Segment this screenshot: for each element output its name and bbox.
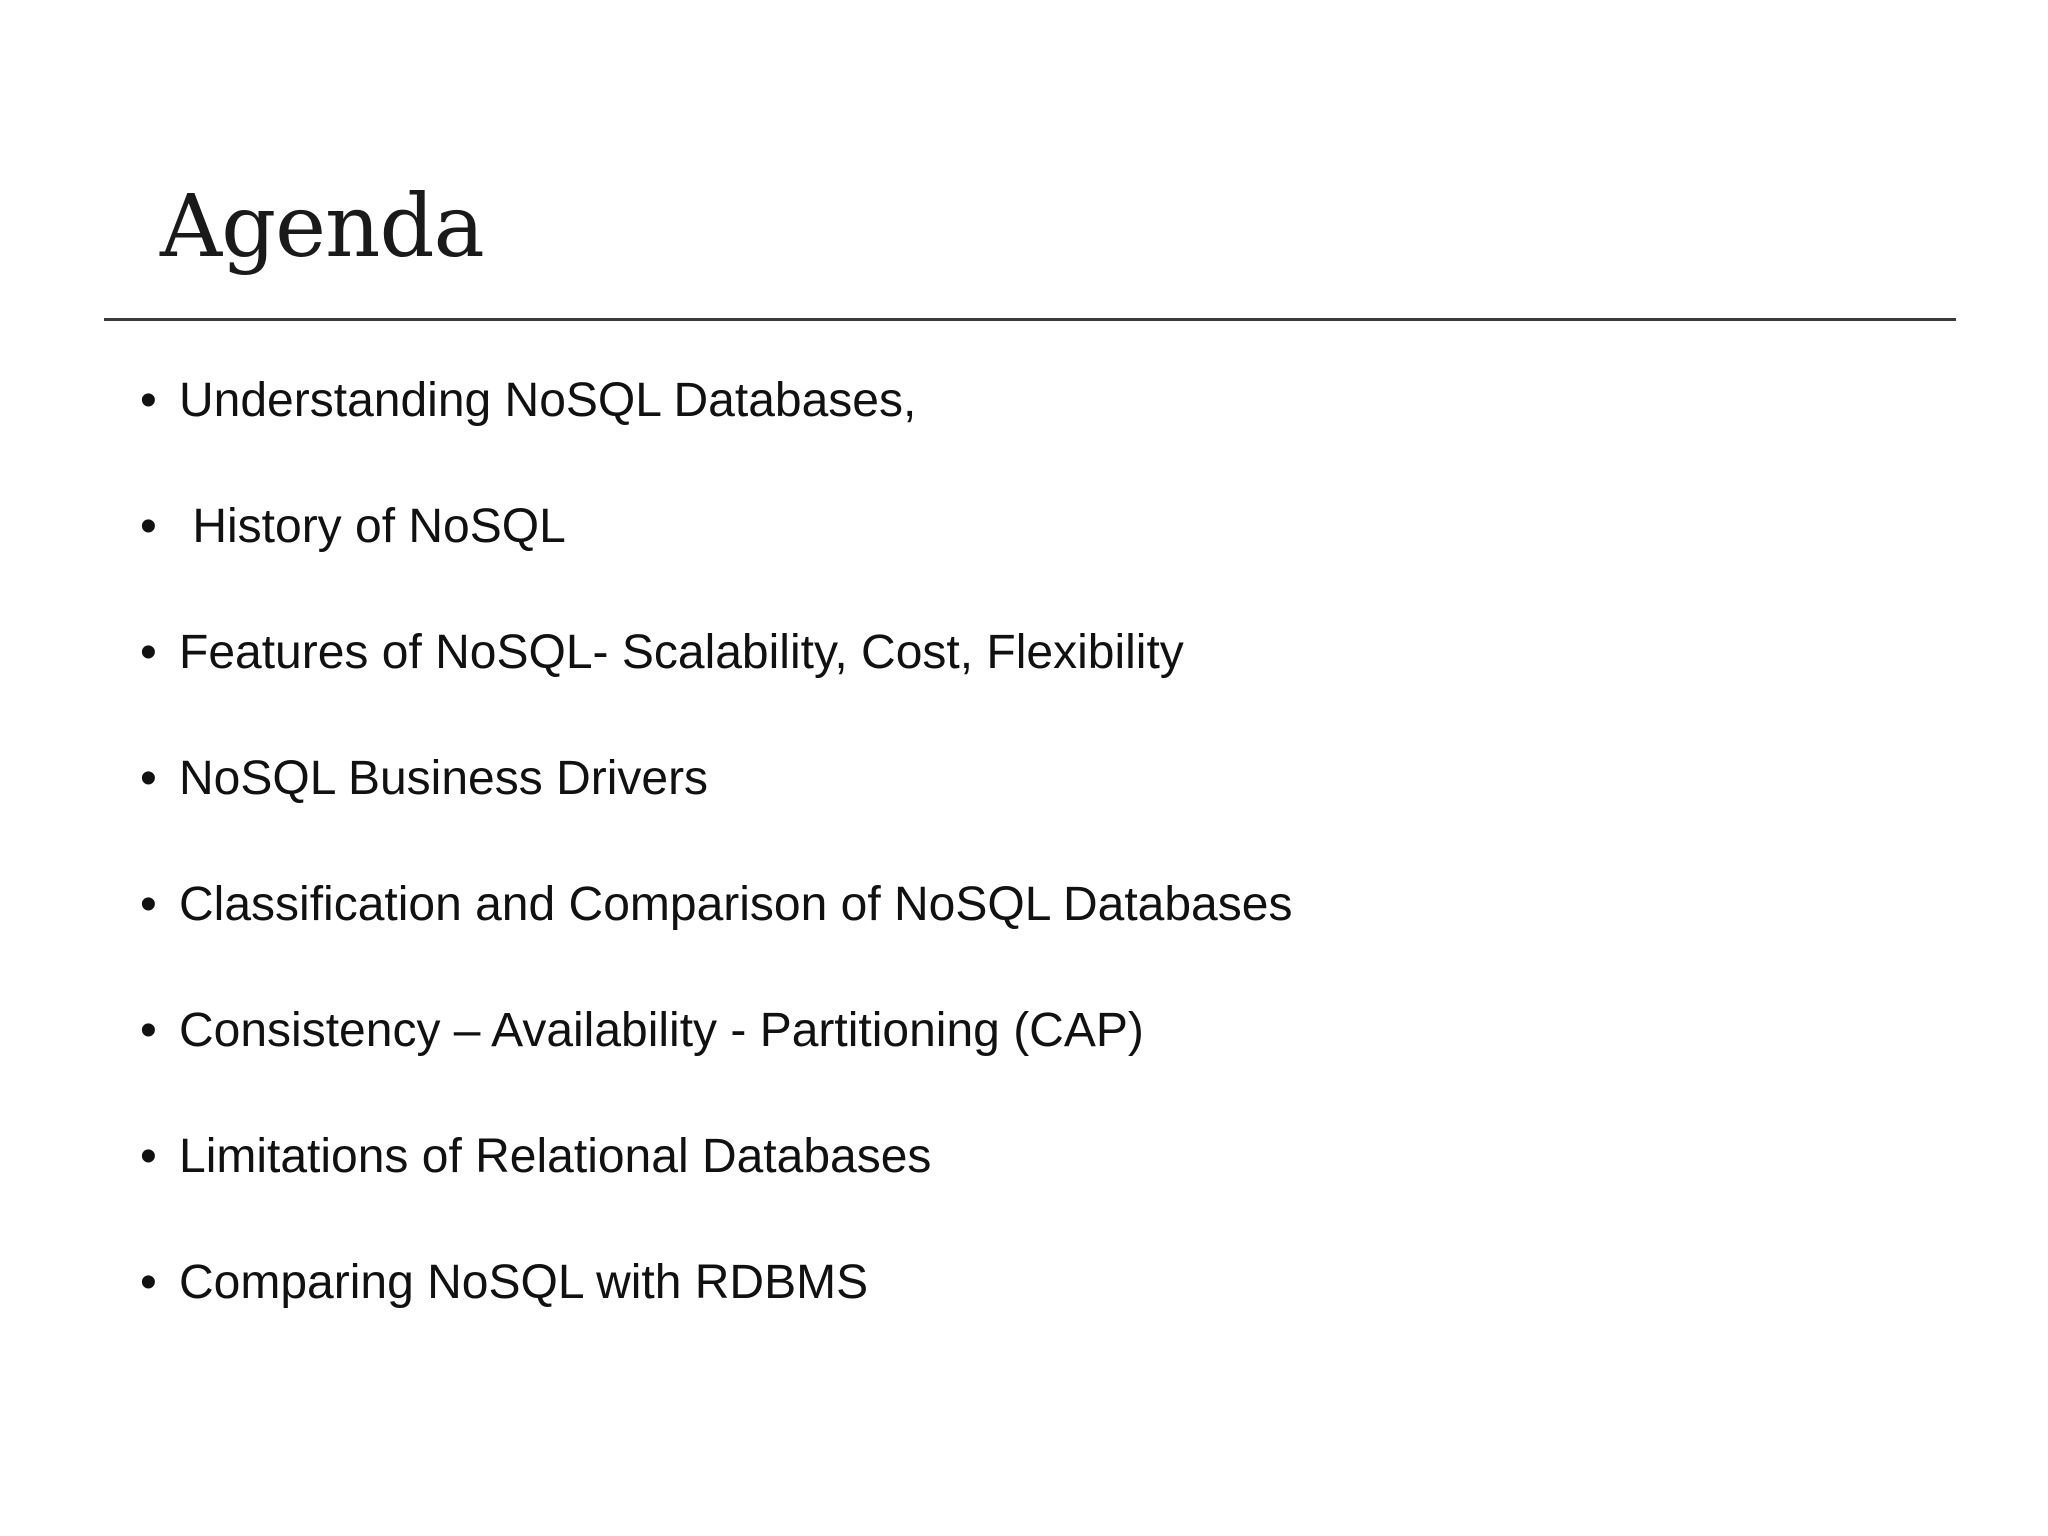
agenda-item-text: Classification and Comparison of NoSQL Databases [179,878,1293,931]
agenda-item [140,744,709,870]
agenda-item [140,1122,932,1248]
agenda-item-text: Comparing NoSQL with RDBMS [179,1256,869,1309]
bullet-icon: • [140,1130,157,1183]
slide-title: Agenda [160,177,484,277]
bullet-icon: • [140,374,157,427]
bullet-icon: • [140,1256,157,1309]
agenda-item [140,1248,869,1374]
agenda-item-text: NoSQL Business Drivers [179,752,709,805]
agenda-item [140,492,566,618]
bullet-icon: • [140,1004,157,1057]
title-divider [104,318,1956,321]
agenda-item-text: Consistency – Availability - Partitioning (CAP) [179,1004,1144,1057]
agenda-item-text: Understanding NoSQL Databases, [179,374,917,427]
bullet-icon: • [140,626,157,679]
agenda-item-text: Features of NoSQL- Scalability, Cost, Flexibility [179,626,1184,679]
agenda-item [140,366,917,492]
agenda-list [140,366,1293,1374]
agenda-item [140,618,1184,744]
bullet-icon: • [140,752,157,805]
agenda-item-text: Limitations of Relational Databases [179,1130,932,1183]
agenda-item [140,870,1293,996]
agenda-item-text: History of NoSQL [179,500,566,553]
bullet-icon: • [140,878,157,931]
agenda-item [140,996,1144,1122]
bullet-icon: • [140,500,157,553]
